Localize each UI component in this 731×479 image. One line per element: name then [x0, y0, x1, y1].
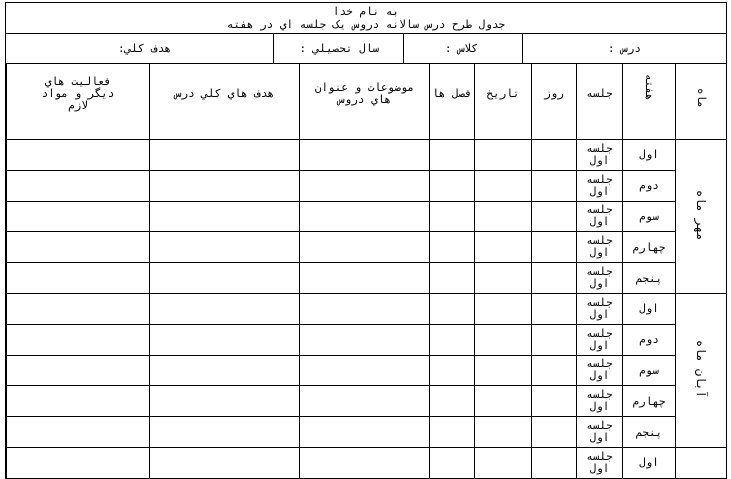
week-cell: چهارم: [623, 232, 676, 263]
week-cell: دوم: [623, 170, 676, 201]
session-cell: جلسه اول: [577, 447, 623, 478]
chapter-cell[interactable]: [430, 293, 475, 324]
date-cell[interactable]: [475, 140, 532, 171]
activity-cell[interactable]: [7, 232, 150, 263]
year-label: سال تحصيلي :: [299, 42, 379, 55]
topic-cell[interactable]: [300, 447, 430, 478]
week-cell: اول: [623, 140, 676, 171]
day-cell[interactable]: [532, 417, 577, 448]
day-cell[interactable]: [532, 355, 577, 386]
table-row: [7, 201, 727, 232]
document-title: جدول طرح درس سالانه دروس يک جلسه اي در هفته: [226, 18, 506, 31]
activity-cell[interactable]: [7, 355, 150, 386]
topic-cell[interactable]: [300, 386, 430, 417]
lesson-plan-table: [6, 64, 727, 479]
table-row: [7, 447, 727, 478]
goal-cell[interactable]: [150, 232, 300, 263]
info-divider: [403, 34, 404, 63]
session-cell: جلسه اول: [577, 170, 623, 201]
session-cell: جلسه اول: [577, 324, 623, 355]
goal-cell[interactable]: [150, 263, 300, 294]
week-cell: چهارم: [623, 386, 676, 417]
topic-cell[interactable]: [300, 263, 430, 294]
activity-cell[interactable]: [7, 386, 150, 417]
goal-cell[interactable]: [150, 447, 300, 478]
session-cell: جلسه اول: [577, 232, 623, 263]
week-cell: پنجم: [623, 417, 676, 448]
topic-cell[interactable]: [300, 355, 430, 386]
activity-cell[interactable]: [7, 263, 150, 294]
month-cell-mehr: مهر ماه: [676, 140, 727, 294]
month-cell-next: [676, 447, 727, 478]
day-cell[interactable]: [532, 140, 577, 171]
activity-cell[interactable]: [7, 447, 150, 478]
document-header: [6, 3, 726, 34]
day-column-header: روز: [532, 64, 577, 140]
info-row: [6, 34, 726, 64]
session-column-header: جلسه: [577, 64, 623, 140]
goal-cell[interactable]: [150, 386, 300, 417]
topics-column-header: موضوعات و عنوان هاي دروس: [300, 64, 430, 140]
goal-cell[interactable]: [150, 355, 300, 386]
class-label: کلاس :: [444, 42, 478, 55]
date-cell[interactable]: [475, 293, 532, 324]
activity-cell[interactable]: [7, 201, 150, 232]
chapter-cell[interactable]: [430, 140, 475, 171]
topic-cell[interactable]: [300, 140, 430, 171]
activity-cell[interactable]: [7, 417, 150, 448]
date-cell[interactable]: [475, 355, 532, 386]
table-row: [7, 170, 727, 201]
table-row: [7, 232, 727, 263]
session-cell: جلسه اول: [577, 355, 623, 386]
activity-cell[interactable]: [7, 170, 150, 201]
goal-cell[interactable]: [150, 201, 300, 232]
month-column-header: ماه: [676, 64, 727, 140]
goal-cell[interactable]: [150, 170, 300, 201]
date-cell[interactable]: [475, 447, 532, 478]
goal-cell[interactable]: [150, 324, 300, 355]
chapter-cell[interactable]: [430, 263, 475, 294]
table-row: [7, 417, 727, 448]
table-row: [7, 140, 727, 171]
date-column-header: تاريخ: [475, 64, 532, 140]
chapter-cell[interactable]: [430, 324, 475, 355]
info-divider: [522, 34, 523, 63]
date-cell[interactable]: [475, 263, 532, 294]
date-cell[interactable]: [475, 232, 532, 263]
week-cell: دوم: [623, 324, 676, 355]
activity-cell[interactable]: [7, 293, 150, 324]
topic-cell[interactable]: [300, 170, 430, 201]
week-cell: اول: [623, 447, 676, 478]
day-cell[interactable]: [532, 263, 577, 294]
chapter-cell[interactable]: [430, 386, 475, 417]
day-cell[interactable]: [532, 386, 577, 417]
goal-cell[interactable]: [150, 293, 300, 324]
chapter-cell[interactable]: [430, 417, 475, 448]
table-row: [7, 263, 727, 294]
day-cell[interactable]: [532, 232, 577, 263]
day-cell[interactable]: [532, 324, 577, 355]
goal-cell[interactable]: [150, 417, 300, 448]
week-cell: سوم: [623, 355, 676, 386]
date-cell[interactable]: [475, 324, 532, 355]
topic-cell[interactable]: [300, 201, 430, 232]
info-divider: [273, 34, 274, 63]
chapter-cell[interactable]: [430, 355, 475, 386]
course-label: درس :: [607, 42, 641, 55]
session-cell: جلسه اول: [577, 417, 623, 448]
week-cell: پنجم: [623, 263, 676, 294]
activity-cell[interactable]: [7, 140, 150, 171]
chapter-cell[interactable]: [430, 201, 475, 232]
chapters-column-header: فصل ها: [430, 64, 475, 140]
week-cell: اول: [623, 293, 676, 324]
topic-cell[interactable]: [300, 417, 430, 448]
goals-column-header: هدف هاي کلي درس: [150, 64, 300, 140]
general-goal-label: هدف کلي:: [118, 42, 171, 55]
session-cell: جلسه اول: [577, 386, 623, 417]
day-cell[interactable]: [532, 293, 577, 324]
chapter-cell[interactable]: [430, 232, 475, 263]
table-row: [7, 386, 727, 417]
session-cell: جلسه اول: [577, 263, 623, 294]
activity-cell[interactable]: [7, 324, 150, 355]
topic-cell[interactable]: [300, 324, 430, 355]
activities-column-header: فعاليت هاي ديگر و مواد لازم: [7, 64, 150, 140]
bismillah-line: به نام خدا: [332, 5, 400, 18]
session-cell: جلسه اول: [577, 140, 623, 171]
lesson-plan-sheet: [5, 2, 727, 479]
date-cell[interactable]: [475, 386, 532, 417]
day-cell[interactable]: [532, 447, 577, 478]
date-cell[interactable]: [475, 417, 532, 448]
day-cell[interactable]: [532, 170, 577, 201]
date-cell[interactable]: [475, 201, 532, 232]
goal-cell[interactable]: [150, 140, 300, 171]
chapter-cell[interactable]: [430, 170, 475, 201]
topic-cell[interactable]: [300, 293, 430, 324]
table-row: [7, 355, 727, 386]
week-column-header: هفته: [623, 64, 676, 140]
week-cell: سوم: [623, 201, 676, 232]
table-row: [7, 324, 727, 355]
table-row: [7, 293, 727, 324]
month-cell-aban: آبان ماه: [676, 293, 727, 447]
session-cell: جلسه اول: [577, 293, 623, 324]
column-header-row: [7, 64, 727, 140]
day-cell[interactable]: [532, 201, 577, 232]
topic-cell[interactable]: [300, 232, 430, 263]
date-cell[interactable]: [475, 170, 532, 201]
chapter-cell[interactable]: [430, 447, 475, 478]
session-cell: جلسه اول: [577, 201, 623, 232]
